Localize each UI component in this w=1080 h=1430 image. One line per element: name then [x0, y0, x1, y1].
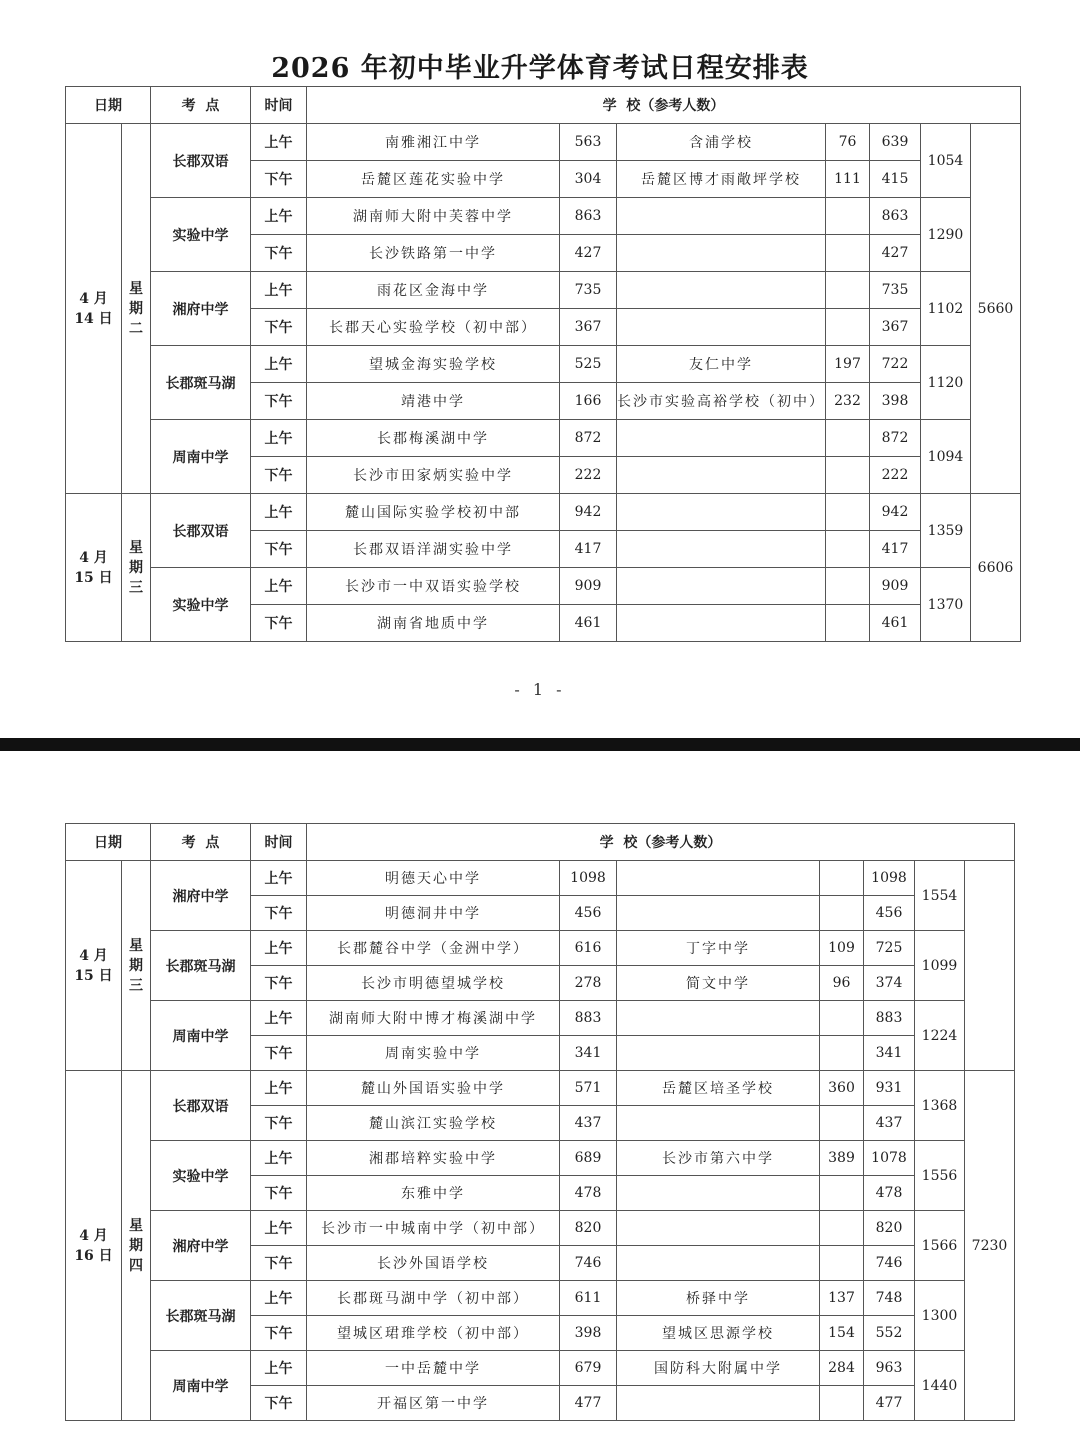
session-sum: 735 — [870, 272, 921, 309]
school-name: 长郡斑马湖中学（初中部） — [307, 1281, 560, 1316]
session-sum: 963 — [864, 1351, 915, 1386]
day-total — [965, 861, 1015, 1071]
session-sum: 1078 — [864, 1141, 915, 1176]
header-school: 学 校（参考人数） — [307, 87, 1021, 124]
time-cell: 上午 — [251, 568, 307, 605]
school2-name: 长沙市第六中学 — [617, 1141, 820, 1176]
table-row — [66, 1211, 1015, 1246]
venue-cell: 实验中学 — [151, 1141, 251, 1211]
school2-count — [826, 568, 870, 605]
school2-name — [617, 420, 826, 457]
school2-name: 岳麓区博才雨敞坪学校 — [617, 161, 826, 198]
table-row — [66, 1071, 1015, 1106]
weekday-cell — [122, 1071, 151, 1421]
venue-subtotal: 1094 — [921, 420, 971, 494]
venue-cell: 实验中学 — [151, 198, 251, 272]
venue-subtotal: 1370 — [921, 568, 971, 642]
school-count: 571 — [560, 1071, 617, 1106]
time-cell: 上午 — [251, 420, 307, 457]
school2-name — [617, 531, 826, 568]
school-name: 明德洞井中学 — [307, 896, 560, 931]
session-sum: 374 — [864, 966, 915, 1001]
school2-name — [617, 494, 826, 531]
school2-count — [826, 235, 870, 272]
header-venue: 考 点 — [151, 87, 251, 124]
school-count: 427 — [560, 235, 617, 272]
school2-count: 284 — [820, 1351, 864, 1386]
session-sum: 222 — [870, 457, 921, 494]
school-count: 616 — [560, 931, 617, 966]
school-count: 398 — [560, 1316, 617, 1351]
school-count: 367 — [560, 309, 617, 346]
school-count: 820 — [560, 1211, 617, 1246]
session-sum: 427 — [870, 235, 921, 272]
weekday-char: 期 — [129, 559, 143, 576]
session-sum: 477 — [864, 1386, 915, 1421]
header-date: 日期 — [66, 824, 151, 861]
school2-name: 岳麓区培圣学校 — [617, 1071, 820, 1106]
school2-count — [820, 861, 864, 896]
weekday-char: 星 — [129, 1217, 143, 1234]
school-name: 湖南师大附中博才梅溪湖中学 — [307, 1001, 560, 1036]
venue-cell: 长郡斑马湖 — [151, 931, 251, 1001]
session-sum: 722 — [870, 346, 921, 383]
school2-name: 望城区思源学校 — [617, 1316, 820, 1351]
session-sum: 725 — [864, 931, 915, 966]
school-name: 长郡双语洋湖实验中学 — [307, 531, 560, 568]
school2-count: 137 — [820, 1281, 864, 1316]
school-count: 525 — [560, 346, 617, 383]
session-sum: 398 — [870, 383, 921, 420]
session-sum: 909 — [870, 568, 921, 605]
weekday-char: 期 — [129, 957, 143, 974]
school2-count — [820, 1246, 864, 1281]
day-total: 5660 — [971, 124, 1021, 494]
school-count: 222 — [560, 457, 617, 494]
school-name: 望城金海实验学校 — [307, 346, 560, 383]
session-sum: 415 — [870, 161, 921, 198]
header-school: 学 校（参考人数） — [307, 824, 1015, 861]
table-header-row — [66, 824, 1015, 861]
school2-name: 桥驿中学 — [617, 1281, 820, 1316]
school-name: 麓山外国语实验中学 — [307, 1071, 560, 1106]
school2-count — [820, 896, 864, 931]
session-sum: 883 — [864, 1001, 915, 1036]
session-sum: 1098 — [864, 861, 915, 896]
school2-count — [826, 605, 870, 642]
date-line: 14 日 — [74, 310, 113, 327]
time-cell: 下午 — [251, 966, 307, 1001]
school2-count — [820, 1036, 864, 1071]
venue-subtotal: 1054 — [921, 124, 971, 198]
school2-name — [617, 861, 820, 896]
time-cell: 下午 — [251, 896, 307, 931]
school2-count — [826, 198, 870, 235]
session-sum: 820 — [864, 1211, 915, 1246]
session-sum: 942 — [870, 494, 921, 531]
table-row — [66, 420, 1021, 457]
date-line: 4 月 — [79, 1227, 108, 1244]
weekday-char: 三 — [129, 977, 143, 994]
date-cell — [66, 124, 122, 494]
school-name: 长沙市一中双语实验学校 — [307, 568, 560, 605]
date-line: 4 月 — [79, 290, 108, 307]
school-count: 883 — [560, 1001, 617, 1036]
weekday-char: 四 — [129, 1257, 143, 1274]
school-count: 461 — [560, 605, 617, 642]
time-cell: 下午 — [251, 457, 307, 494]
school-count: 304 — [560, 161, 617, 198]
time-cell: 上午 — [251, 1351, 307, 1386]
weekday-char: 星 — [129, 280, 143, 297]
time-cell: 上午 — [251, 1211, 307, 1246]
school-count: 166 — [560, 383, 617, 420]
header-time: 时间 — [251, 87, 307, 124]
school-name: 一中岳麓中学 — [307, 1351, 560, 1386]
time-cell: 下午 — [251, 1246, 307, 1281]
session-sum: 367 — [870, 309, 921, 346]
date-cell — [66, 1071, 122, 1421]
school-count: 942 — [560, 494, 617, 531]
school2-count — [820, 1001, 864, 1036]
schedule-table-page-1 — [65, 86, 1021, 642]
time-cell: 下午 — [251, 309, 307, 346]
school2-name — [617, 605, 826, 642]
header-time: 时间 — [251, 824, 307, 861]
school-name: 东雅中学 — [307, 1176, 560, 1211]
school-count: 478 — [560, 1176, 617, 1211]
time-cell: 下午 — [251, 1176, 307, 1211]
page-title: 2026 年初中毕业升学体育考试日程安排表 — [271, 53, 809, 84]
time-cell: 下午 — [251, 1316, 307, 1351]
school2-name — [617, 896, 820, 931]
weekday-cell — [122, 494, 151, 642]
venue-cell: 长郡斑马湖 — [151, 1281, 251, 1351]
table-row — [66, 568, 1021, 605]
time-cell: 上午 — [251, 1141, 307, 1176]
school-count: 456 — [560, 896, 617, 931]
school-count: 563 — [560, 124, 617, 161]
table-header-row — [66, 87, 1021, 124]
school-name: 长郡麓谷中学（金洲中学） — [307, 931, 560, 966]
school2-name — [617, 1211, 820, 1246]
school2-name — [617, 457, 826, 494]
school-count: 909 — [560, 568, 617, 605]
school-name: 湘郡培粹实验中学 — [307, 1141, 560, 1176]
venue-cell: 长郡斑马湖 — [151, 346, 251, 420]
school2-name — [617, 568, 826, 605]
school2-count: 197 — [826, 346, 870, 383]
time-cell: 下午 — [251, 531, 307, 568]
school-name: 长沙市明德望城学校 — [307, 966, 560, 1001]
school-name: 长沙市田家炳实验中学 — [307, 457, 560, 494]
school-name: 湖南省地质中学 — [307, 605, 560, 642]
date-line: 15 日 — [74, 569, 113, 586]
weekday-char: 星 — [129, 937, 143, 954]
time-cell: 上午 — [251, 198, 307, 235]
school-count: 341 — [560, 1036, 617, 1071]
session-sum: 478 — [864, 1176, 915, 1211]
venue-cell: 长郡双语 — [151, 494, 251, 568]
school-count: 746 — [560, 1246, 617, 1281]
date-line: 4 月 — [79, 947, 108, 964]
school-count: 477 — [560, 1386, 617, 1421]
school2-count: 154 — [820, 1316, 864, 1351]
school2-count: 96 — [820, 966, 864, 1001]
school-count: 417 — [560, 531, 617, 568]
school2-count: 111 — [826, 161, 870, 198]
school2-count — [826, 309, 870, 346]
school-name: 明德天心中学 — [307, 861, 560, 896]
school-name: 靖港中学 — [307, 383, 560, 420]
school2-name — [617, 272, 826, 309]
school-count: 611 — [560, 1281, 617, 1316]
venue-subtotal: 1102 — [921, 272, 971, 346]
time-cell: 下午 — [251, 1386, 307, 1421]
time-cell: 上午 — [251, 346, 307, 383]
header-venue: 考 点 — [151, 824, 251, 861]
school-name: 岳麓区莲花实验中学 — [307, 161, 560, 198]
school-count: 863 — [560, 198, 617, 235]
time-cell: 下午 — [251, 605, 307, 642]
date-line: 16 日 — [74, 1247, 113, 1264]
time-cell: 下午 — [251, 1036, 307, 1071]
school2-name — [617, 309, 826, 346]
school2-name — [617, 235, 826, 272]
school2-count — [820, 1106, 864, 1141]
school-name: 周南实验中学 — [307, 1036, 560, 1071]
school2-count: 389 — [820, 1141, 864, 1176]
school2-name — [617, 1106, 820, 1141]
venue-subtotal: 1300 — [915, 1281, 965, 1351]
session-sum: 456 — [864, 896, 915, 931]
school2-name — [617, 1246, 820, 1281]
session-sum: 872 — [870, 420, 921, 457]
school2-count: 109 — [820, 931, 864, 966]
school2-count — [826, 420, 870, 457]
page-separator — [0, 738, 1080, 751]
session-sum: 341 — [864, 1036, 915, 1071]
date-cell — [66, 494, 122, 642]
school-name: 长郡天心实验学校（初中部） — [307, 309, 560, 346]
venue-cell: 周南中学 — [151, 1001, 251, 1071]
school-name: 长沙外国语学校 — [307, 1246, 560, 1281]
weekday-char: 期 — [129, 1237, 143, 1254]
school2-count — [820, 1211, 864, 1246]
table-row — [66, 1001, 1015, 1036]
page-number: - 1 - — [514, 680, 566, 699]
school2-name: 丁字中学 — [617, 931, 820, 966]
school-count: 679 — [560, 1351, 617, 1386]
school-count: 735 — [560, 272, 617, 309]
venue-subtotal: 1290 — [921, 198, 971, 272]
time-cell: 下午 — [251, 161, 307, 198]
weekday-char: 二 — [129, 320, 143, 337]
venue-cell: 实验中学 — [151, 568, 251, 642]
school2-count — [826, 531, 870, 568]
school2-count — [820, 1176, 864, 1211]
venue-subtotal: 1359 — [921, 494, 971, 568]
day-total: 7230 — [965, 1071, 1015, 1421]
school-count: 278 — [560, 966, 617, 1001]
venue-cell: 长郡双语 — [151, 1071, 251, 1141]
venue-cell: 湘府中学 — [151, 861, 251, 931]
school2-name: 国防科大附属中学 — [617, 1351, 820, 1386]
table-row — [66, 124, 1021, 161]
time-cell: 上午 — [251, 931, 307, 966]
session-sum: 863 — [870, 198, 921, 235]
time-cell: 上午 — [251, 1281, 307, 1316]
weekday-char: 星 — [129, 539, 143, 556]
school2-name — [617, 1001, 820, 1036]
school2-count: 232 — [826, 383, 870, 420]
date-line: 4 月 — [79, 549, 108, 566]
school2-count — [826, 272, 870, 309]
table-row — [66, 1141, 1015, 1176]
school2-name — [617, 1176, 820, 1211]
school-name: 长沙市一中城南中学（初中部） — [307, 1211, 560, 1246]
table-row — [66, 931, 1015, 966]
school2-count — [826, 457, 870, 494]
school-name: 麓山滨江实验学校 — [307, 1106, 560, 1141]
school-name: 长沙铁路第一中学 — [307, 235, 560, 272]
date-cell — [66, 861, 122, 1071]
document-page-2 — [0, 751, 1080, 1430]
school-name: 南雅湘江中学 — [307, 124, 560, 161]
school2-count — [826, 494, 870, 531]
school2-count: 360 — [820, 1071, 864, 1106]
time-cell: 上午 — [251, 1001, 307, 1036]
table-row — [66, 198, 1021, 235]
school-name: 长郡梅溪湖中学 — [307, 420, 560, 457]
school-name: 湖南师大附中芙蓉中学 — [307, 198, 560, 235]
day-total: 6606 — [971, 494, 1021, 642]
school-count: 1098 — [560, 861, 617, 896]
time-cell: 上午 — [251, 861, 307, 896]
venue-cell: 湘府中学 — [151, 1211, 251, 1281]
venue-cell: 长郡双语 — [151, 124, 251, 198]
venue-subtotal: 1440 — [915, 1351, 965, 1421]
session-sum: 746 — [864, 1246, 915, 1281]
time-cell: 下午 — [251, 235, 307, 272]
session-sum: 748 — [864, 1281, 915, 1316]
venue-subtotal: 1556 — [915, 1141, 965, 1211]
weekday-char: 期 — [129, 300, 143, 317]
header-date: 日期 — [66, 87, 151, 124]
school2-name: 长沙市实验高裕学校（初中） — [617, 383, 826, 420]
venue-subtotal: 1224 — [915, 1001, 965, 1071]
venue-cell: 周南中学 — [151, 1351, 251, 1421]
time-cell: 下午 — [251, 383, 307, 420]
time-cell: 上午 — [251, 1071, 307, 1106]
table-row — [66, 1281, 1015, 1316]
table-row — [66, 861, 1015, 896]
school2-name: 简文中学 — [617, 966, 820, 1001]
venue-subtotal: 1566 — [915, 1211, 965, 1281]
table-row — [66, 272, 1021, 309]
school2-count: 76 — [826, 124, 870, 161]
venue-subtotal: 1554 — [915, 861, 965, 931]
school-name: 开福区第一中学 — [307, 1386, 560, 1421]
venue-subtotal: 1099 — [915, 931, 965, 1001]
time-cell: 上午 — [251, 124, 307, 161]
table-row — [66, 346, 1021, 383]
date-line: 15 日 — [74, 967, 113, 984]
session-sum: 639 — [870, 124, 921, 161]
school-name: 雨花区金海中学 — [307, 272, 560, 309]
school-count: 437 — [560, 1106, 617, 1141]
time-cell: 上午 — [251, 272, 307, 309]
venue-cell: 湘府中学 — [151, 272, 251, 346]
weekday-cell — [122, 861, 151, 1071]
school2-name — [617, 1386, 820, 1421]
school-count: 872 — [560, 420, 617, 457]
weekday-char: 三 — [129, 579, 143, 596]
session-sum: 461 — [870, 605, 921, 642]
venue-subtotal: 1368 — [915, 1071, 965, 1141]
schedule-table-page-2 — [65, 823, 1015, 1421]
session-sum: 931 — [864, 1071, 915, 1106]
school-name: 望城区珺琟学校（初中部） — [307, 1316, 560, 1351]
school2-count — [820, 1386, 864, 1421]
session-sum: 437 — [864, 1106, 915, 1141]
session-sum: 417 — [870, 531, 921, 568]
school2-name: 友仁中学 — [617, 346, 826, 383]
venue-subtotal: 1120 — [921, 346, 971, 420]
table-row — [66, 494, 1021, 531]
time-cell: 上午 — [251, 494, 307, 531]
weekday-cell — [122, 124, 151, 494]
time-cell: 下午 — [251, 1106, 307, 1141]
school-count: 689 — [560, 1141, 617, 1176]
session-sum: 552 — [864, 1316, 915, 1351]
table-row — [66, 1351, 1015, 1386]
school2-name — [617, 198, 826, 235]
venue-cell: 周南中学 — [151, 420, 251, 494]
school2-name: 含浦学校 — [617, 124, 826, 161]
school-name: 麓山国际实验学校初中部 — [307, 494, 560, 531]
school2-name — [617, 1036, 820, 1071]
